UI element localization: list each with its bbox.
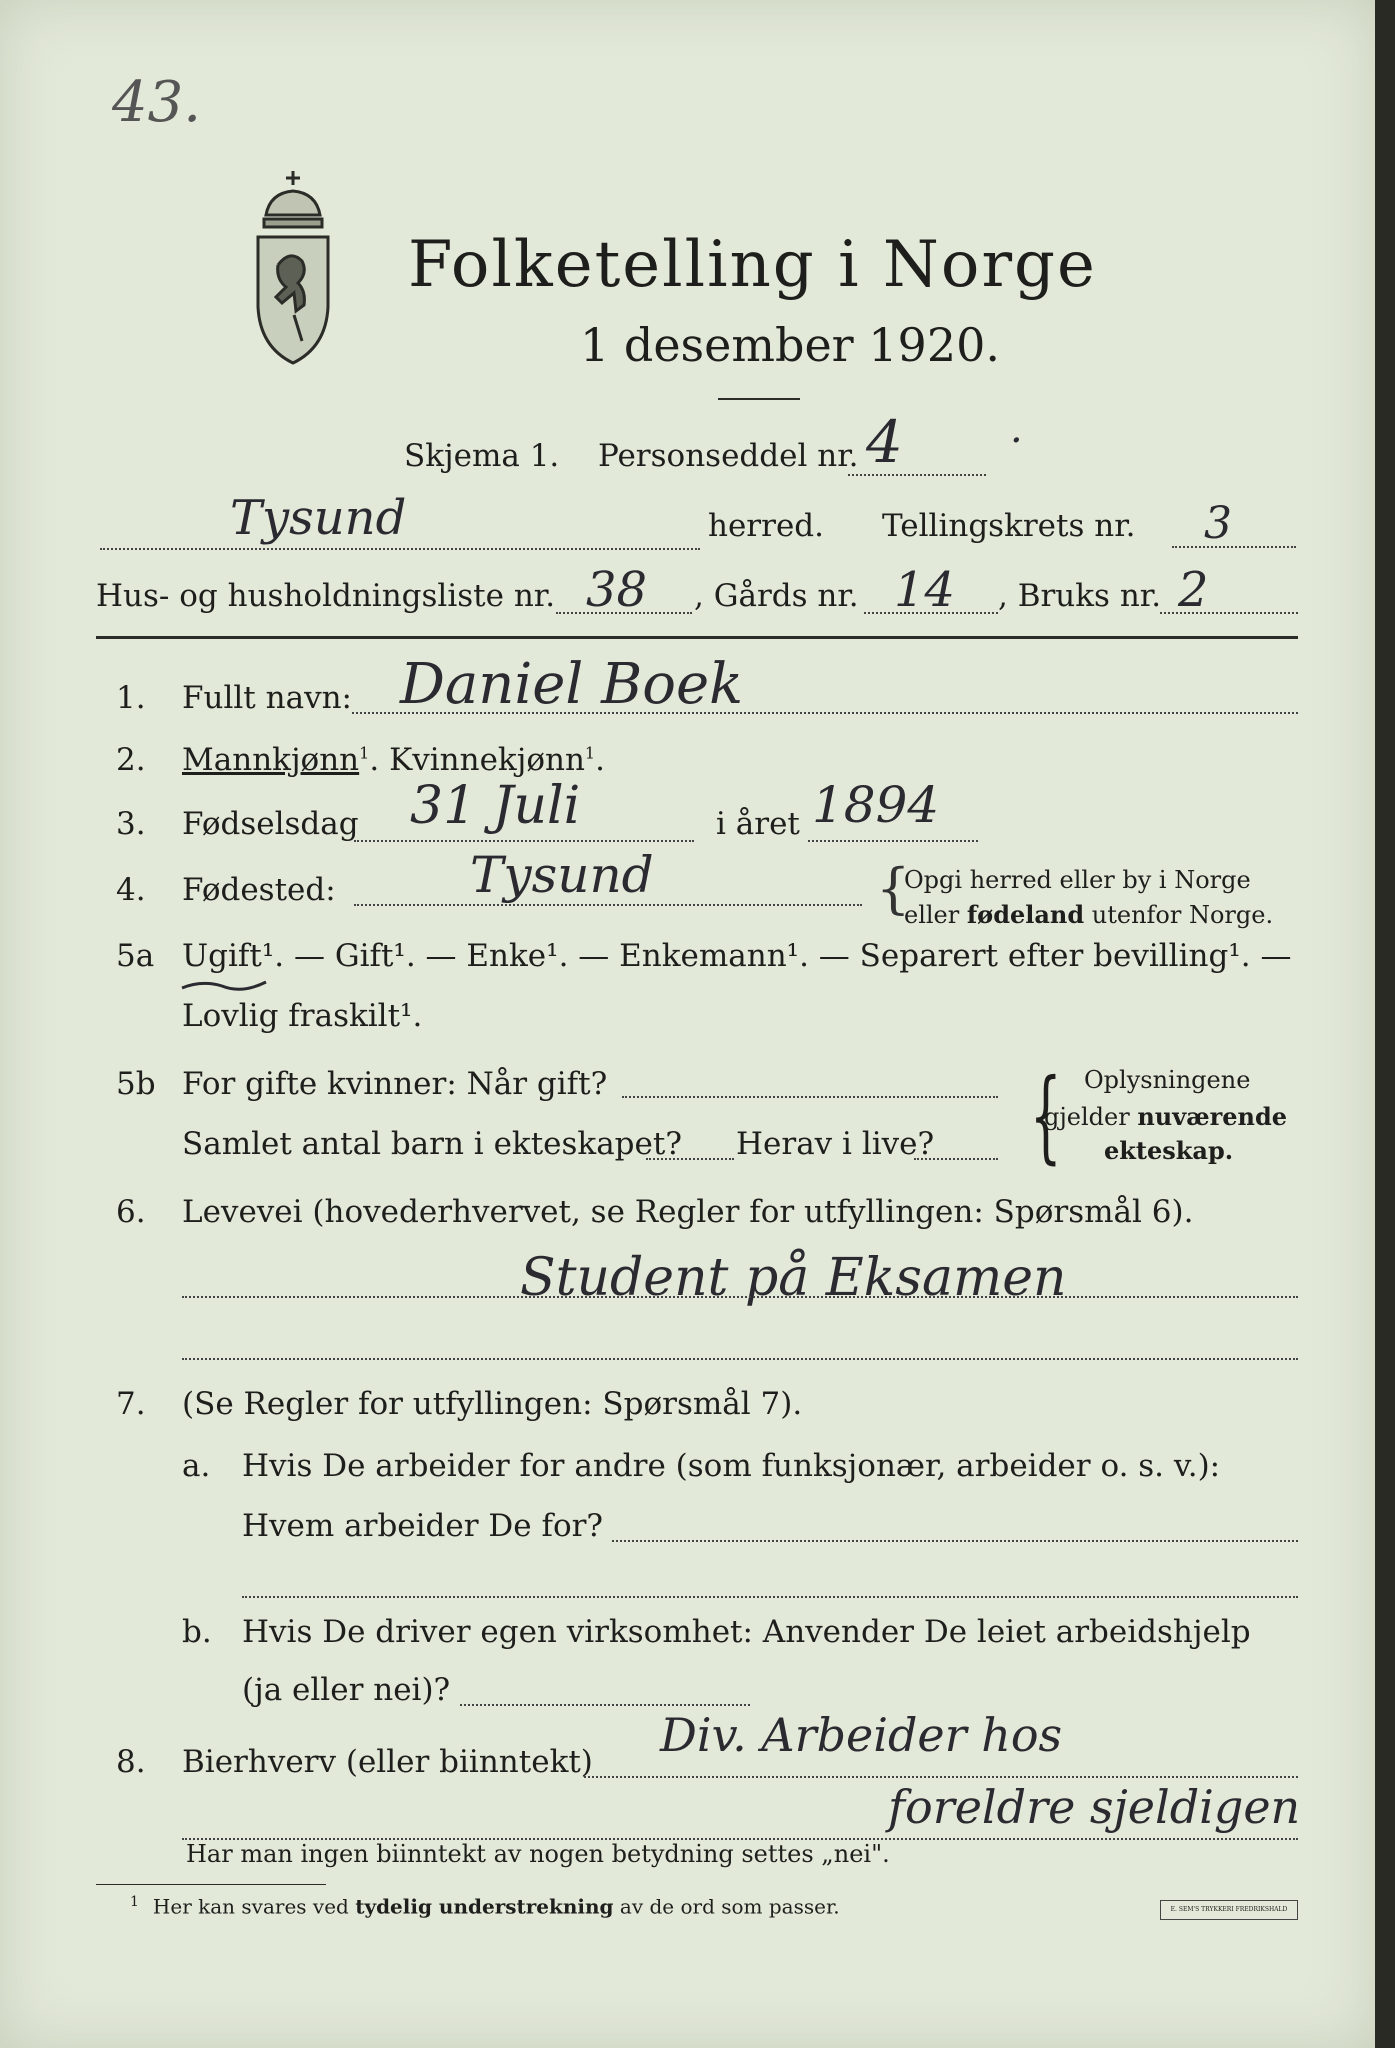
q2-male-sup: 1: [359, 743, 370, 763]
q4-value: Tysund: [470, 846, 654, 904]
gards-label: , Gårds nr.: [694, 578, 859, 614]
q2-female-sup: 1: [584, 743, 596, 763]
form-title: Folketelling i Norge: [408, 228, 1097, 302]
q5b-label-3: Herav i live?: [736, 1126, 935, 1162]
footnote: [130, 1894, 840, 1919]
q7a-label: Hvis De arbeider for andre (som funksjonær, arbeider o. s. v.):: [242, 1448, 1221, 1484]
q6-number: 6.: [116, 1194, 146, 1230]
q4-note-2: [904, 900, 1273, 929]
q7b-line: [460, 1704, 750, 1706]
q5b-label-1: For gifte kvinner: Når gift?: [182, 1066, 608, 1102]
q7b-label-2: (ja eller nei)?: [242, 1672, 451, 1708]
schema-label: Skjema 1.: [404, 438, 560, 474]
q7a-letter: a.: [182, 1448, 211, 1484]
q2-female-option: Kvinnekjønn: [389, 742, 585, 778]
q5a-line2: Lovlig fraskilt¹.: [182, 998, 423, 1034]
q3-year-line: [808, 840, 978, 842]
tellingskrets-label: Tellingskrets nr.: [882, 508, 1136, 544]
q5b-brace: {: [1029, 1057, 1062, 1174]
q5b-number: 5b: [116, 1066, 156, 1102]
q6-label: Levevei (hovederhvervet, se Regler for utfyllingen: Spørsmål 6).: [182, 1194, 1194, 1230]
q8-value-1: Div. Arbeider hos: [660, 1708, 1063, 1762]
q7-label: (Se Regler for utfyllingen: Spørsmål 7).: [182, 1386, 803, 1422]
q2-number: 2.: [116, 742, 146, 778]
q7b-label: Hvis De driver egen virksomhet: Anvender De leiet arbeidshjelp: [242, 1614, 1251, 1650]
q5b-note-3: ekteskap.: [1104, 1136, 1234, 1165]
title-divider: [718, 398, 800, 400]
q5a-number: 5a: [116, 938, 155, 974]
q3-number: 3.: [116, 806, 146, 842]
footnote-text-2: tydelig understrekning: [355, 1894, 614, 1919]
q8-line-1: [584, 1776, 1298, 1778]
q7b-letter: b.: [182, 1614, 212, 1650]
bruks-label: , Bruks nr.: [998, 578, 1162, 614]
municipality-line: [100, 548, 700, 550]
q7a-line-2: [242, 1596, 1298, 1598]
personseddel-value: 4: [866, 408, 903, 476]
q8-label: Bierhverv (eller biinntekt): [182, 1744, 593, 1780]
q4-note-1: Opgi herred eller by i Norge: [904, 866, 1251, 894]
tellingskrets-line: [1172, 546, 1296, 548]
footnote-text-3: av de ord som passer.: [613, 1894, 840, 1919]
q8-number: 8.: [116, 1744, 146, 1780]
q4-label: Fødested:: [182, 872, 336, 908]
q4-number: 4.: [116, 872, 146, 908]
bruks-value: 2: [1178, 562, 1209, 618]
q6-value: Student på Eksamen: [520, 1248, 1067, 1308]
q7a-line-1: [612, 1540, 1298, 1542]
q1-value: Daniel Boek: [400, 652, 744, 717]
q8-value-2: foreldre sjeldigen: [888, 1780, 1301, 1834]
q7a-label-2: Hvem arbeider De for?: [242, 1508, 604, 1544]
note-bottom: Har man ingen biinntekt av nogen betydning settes „nei".: [186, 1840, 890, 1868]
footnote-divider: [96, 1884, 326, 1885]
corner-note: 43.: [112, 70, 202, 135]
header-divider: [96, 636, 1298, 639]
q5a-options: [182, 938, 1291, 974]
q1-number: 1.: [116, 680, 146, 716]
q5a-ugift-underline-mark: [180, 976, 270, 996]
q3-value: 31 Juli: [410, 776, 581, 836]
q5b-note-2a: gjelder: [1044, 1103, 1138, 1131]
municipality-value: Tysund: [230, 490, 407, 546]
q1-label: Fullt navn:: [182, 680, 352, 716]
q2-male-option: Mannkjønn: [182, 742, 360, 778]
stray-mark: ·: [1010, 418, 1023, 464]
q4-brace: {: [876, 857, 911, 920]
footnote-text-1: Her kan svares ved: [152, 1894, 356, 1919]
personseddel-label: Personseddel nr.: [598, 438, 859, 474]
q5a-ugift-option: Ugift: [182, 938, 262, 974]
q6-line-2: [182, 1358, 1298, 1360]
q5b-note-2b: nuværende: [1137, 1102, 1288, 1131]
q5b-line-2: [646, 1158, 734, 1160]
q6-line-1: [182, 1296, 1298, 1298]
q2-sep: .: [369, 742, 390, 778]
gards-value: 14: [894, 562, 956, 618]
printer-stamp: E. SEM'S TRYKKERI FREDRIKSHALD: [1160, 1900, 1298, 1920]
q2-options: Mannkjønn$^1$. Kvinnekjønn$^1$.: [182, 742, 605, 778]
q4-note-2b: fødeland: [966, 900, 1085, 929]
hus-label: Hus- og husholdningsliste nr.: [96, 578, 556, 614]
q5b-line-3: [914, 1158, 998, 1160]
q5b-line-1: [622, 1096, 998, 1098]
q5a-rest: ¹. — Gift¹. — Enke¹. — Enkemann¹. — Separert efter bevilling¹. —: [261, 938, 1292, 974]
q3-year-value: 1894: [812, 776, 940, 834]
herred-label: herred.: [708, 508, 824, 544]
q5b-note-1: Oplysningene: [1084, 1066, 1251, 1094]
footnote-number: 1: [130, 1894, 139, 1910]
q5b-label-2: Samlet antal barn i ekteskapet?: [182, 1126, 682, 1162]
q3-line: [354, 840, 694, 842]
hus-value: 38: [586, 562, 648, 618]
q3-year-label: i året: [716, 806, 800, 842]
form-date: 1 desember 1920.: [580, 318, 1000, 372]
q3-label: Fødselsdag: [182, 806, 359, 842]
q4-note-2a: eller: [904, 901, 967, 929]
tellingskrets-value: 3: [1204, 498, 1232, 549]
q7-number: 7.: [116, 1386, 146, 1422]
q4-note-2c: utenfor Norge.: [1084, 901, 1274, 929]
q4-line: [354, 904, 862, 906]
q5b-note-2: [1044, 1102, 1287, 1131]
norwegian-coat-of-arms-icon: [248, 165, 338, 365]
